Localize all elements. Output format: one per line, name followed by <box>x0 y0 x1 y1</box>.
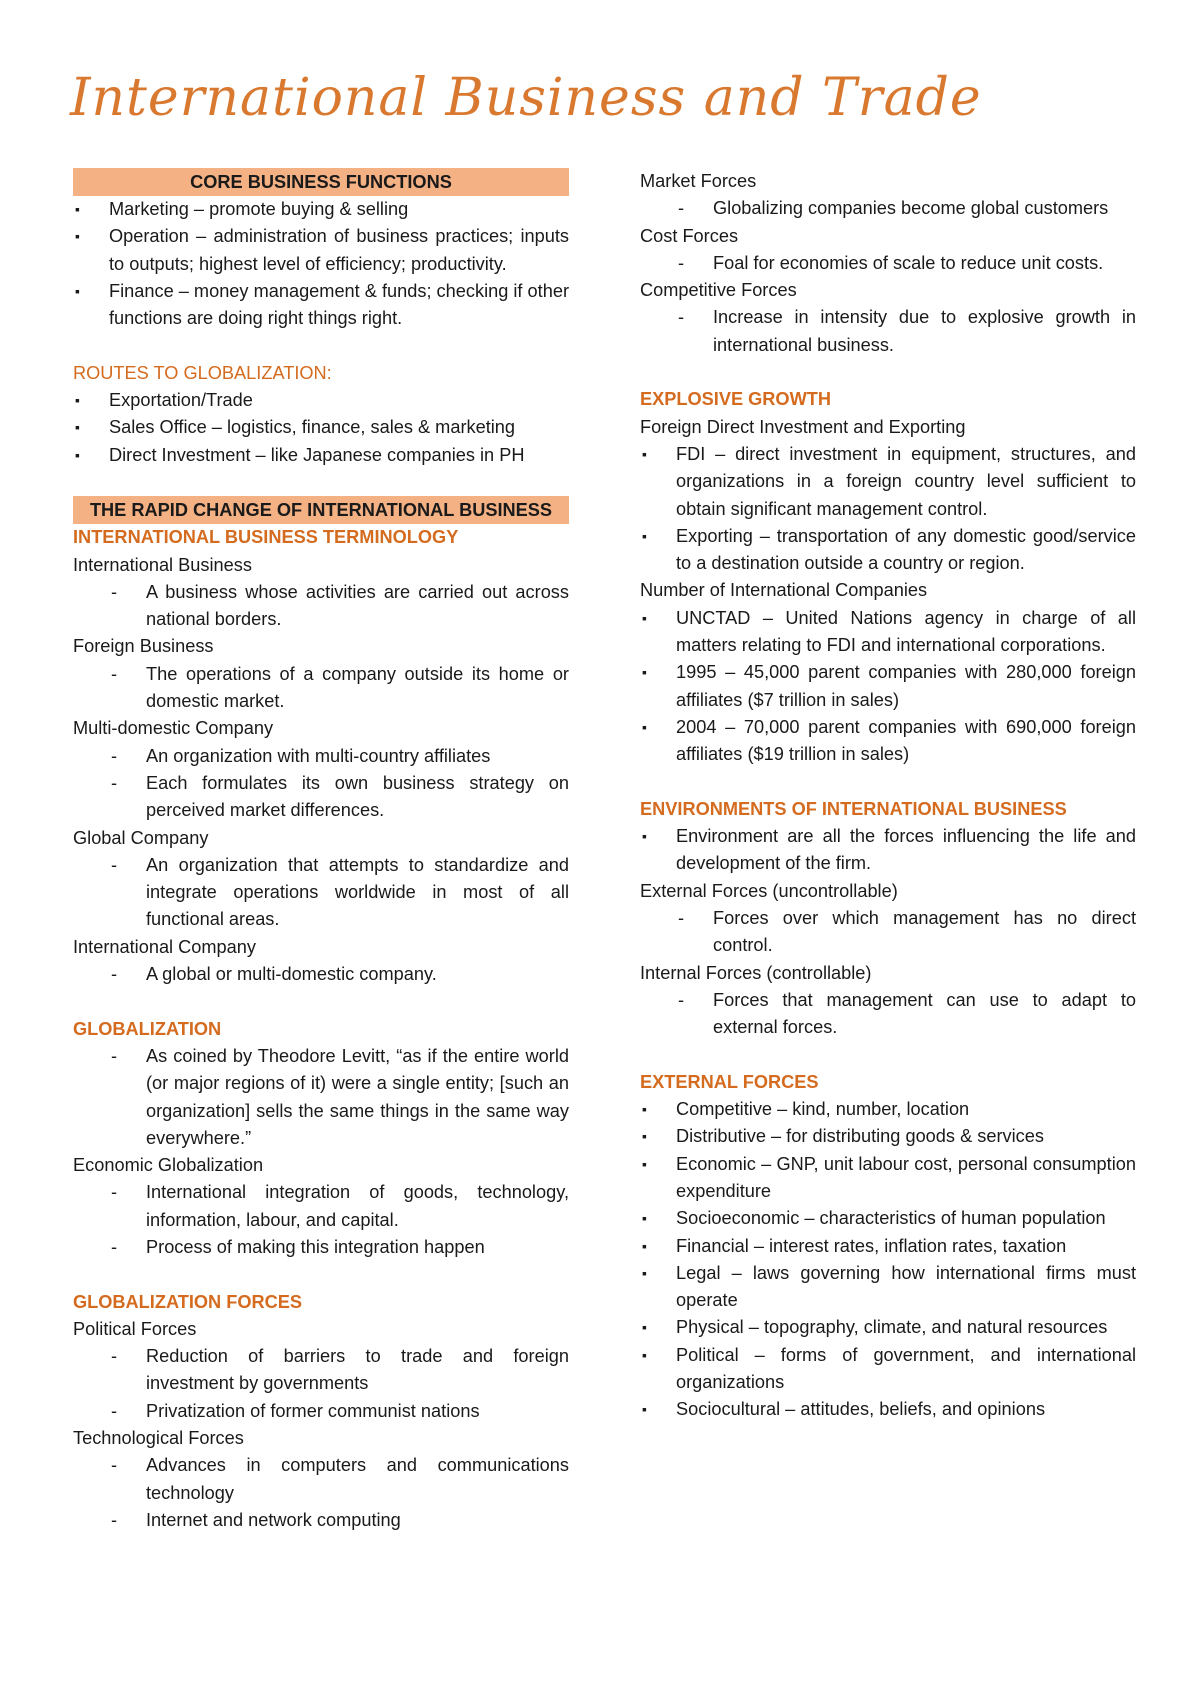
definition-item: - An organization with multi-country affiliates <box>73 743 569 770</box>
term-label: Technological Forces <box>73 1428 244 1449</box>
external-forces-heading: EXTERNAL FORCES <box>640 1071 819 1092</box>
term-label: International Business <box>73 554 252 575</box>
list-item: ▪ FDI – direct investment in equipment, structures, and organizations in a foreign country level sufficient to obtain significant management control. <box>640 441 1136 523</box>
definition-list <box>640 250 1136 277</box>
definition-list <box>73 579 569 634</box>
definition-list <box>73 852 569 934</box>
term-label: Global Company <box>73 827 209 848</box>
list-item: ▪ Direct Investment – like Japanese companies in PH <box>73 442 569 469</box>
list-item: ▪ Physical – topography, climate, and natural resources <box>640 1314 1136 1341</box>
definition-item: - Globalizing companies become global customers <box>640 195 1136 222</box>
list-item: ▪ Exportation/Trade <box>73 387 569 414</box>
definition-list <box>640 905 1136 960</box>
explosive-growth-heading: EXPLOSIVE GROWTH <box>640 389 831 410</box>
definition-list <box>73 1343 569 1425</box>
definition-list <box>73 1043 569 1152</box>
fdi-list <box>640 441 1136 577</box>
list-item: ▪ 1995 – 45,000 parent companies with 280,000 foreign affiliates ($7 trillion in sales) <box>640 659 1136 714</box>
list-item: ▪ Political – forms of government, and international organizations <box>640 1342 1136 1397</box>
definition-item: - Each formulates its own business strategy on perceived market differences. <box>73 770 569 825</box>
definition-list <box>73 743 569 825</box>
definition-item: - The operations of a company outside its home or domestic market. <box>73 661 569 716</box>
definition-item: - Process of making this integration happen <box>73 1234 569 1261</box>
term-label: Number of International Companies <box>640 580 928 601</box>
definition-item: - A business whose activities are carried out across national borders. <box>73 579 569 634</box>
list-item: ▪ Sales Office – logistics, finance, sales & marketing <box>73 414 569 441</box>
definition-list <box>640 304 1136 359</box>
definition-list <box>640 987 1136 1042</box>
list-item: ▪ Environment are all the forces influencing the life and development of the firm. <box>640 823 1136 878</box>
term-label: Multi-domestic Company <box>73 718 274 739</box>
list-item: ▪ Legal – laws governing how international firms must operate <box>640 1260 1136 1315</box>
list-item: ▪ Operation – administration of business practices; inputs to outputs; highest level of efficiency; productivity. <box>73 223 569 278</box>
definition-item: - Reduction of barriers to trade and foreign investment by governments <box>73 1343 569 1398</box>
list-item: ▪ 2004 – 70,000 parent companies with 690,000 foreign affiliates ($19 trillion in sales) <box>640 714 1136 769</box>
definition-item: - Forces that management can use to adapt to external forces. <box>640 987 1136 1042</box>
definition-list <box>640 195 1136 222</box>
term-label: Cost Forces <box>640 225 739 246</box>
core-functions-header: CORE BUSINESS FUNCTIONS <box>73 168 569 196</box>
list-item: ▪ Competitive – kind, number, location <box>640 1096 1136 1123</box>
term-label: Economic Globalization <box>73 1155 264 1176</box>
definition-item: - Internet and network computing <box>73 1507 569 1534</box>
list-item: ▪ UNCTAD – United Nations agency in charge of all matters relating to FDI and international corporations. <box>640 605 1136 660</box>
term-label: Competitive Forces <box>640 280 797 301</box>
rapid-change-header: THE RAPID CHANGE OF INTERNATIONAL BUSINESS <box>73 496 569 524</box>
definition-list <box>73 661 569 716</box>
term-label: External Forces (uncontrollable) <box>640 880 898 901</box>
list-item: ▪ Economic – GNP, unit labour cost, personal consumption expenditure <box>640 1151 1136 1206</box>
term-label: Foreign Business <box>73 636 214 657</box>
page-title: International Business and Trade <box>70 68 982 128</box>
right-column <box>640 168 1136 1424</box>
definition-item: - Privatization of former communist nations <box>73 1398 569 1425</box>
list-item: ▪ Distributive – for distributing goods & services <box>640 1123 1136 1150</box>
definition-list <box>73 1452 569 1534</box>
companies-list <box>640 605 1136 769</box>
term-label: International Company <box>73 936 256 957</box>
globalization-forces-heading: GLOBALIZATION FORCES <box>73 1291 303 1312</box>
definition-item: - A global or multi-domestic company. <box>73 961 569 988</box>
routes-list <box>73 387 569 469</box>
list-item: ▪ Finance – money management & funds; checking if other functions are doing right things right. <box>73 278 569 333</box>
term-label: Internal Forces (controllable) <box>640 962 872 983</box>
terminology-heading: INTERNATIONAL BUSINESS TERMINOLOGY <box>73 527 459 548</box>
term-label: Political Forces <box>73 1318 197 1339</box>
globalization-heading: GLOBALIZATION <box>73 1018 222 1039</box>
core-functions-list <box>73 196 569 332</box>
term-label: Market Forces <box>640 171 757 191</box>
definition-item: - International integration of goods, technology, information, labour, and capital. <box>73 1179 569 1234</box>
definition-item: - Advances in computers and communications technology <box>73 1452 569 1507</box>
definition-item: - As coined by Theodore Levitt, “as if the entire world (or major regions of it) were a single entity; [such an organization] sells the same things in the same way everywhere.” <box>73 1043 569 1152</box>
list-item: ▪ Exporting – transportation of any domestic good/service to a destination outside a country or region. <box>640 523 1136 578</box>
routes-heading: ROUTES TO GLOBALIZATION: <box>73 362 332 383</box>
definition-item: - Increase in intensity due to explosive growth in international business. <box>640 304 1136 359</box>
definition-list <box>73 961 569 988</box>
environments-list <box>640 823 1136 878</box>
left-column <box>73 168 569 1534</box>
term-label: Foreign Direct Investment and Exporting <box>640 416 966 437</box>
definition-item: - Foal for economies of scale to reduce unit costs. <box>640 250 1136 277</box>
definition-list <box>73 1179 569 1261</box>
list-item: ▪ Sociocultural – attitudes, beliefs, and opinions <box>640 1396 1136 1423</box>
list-item: ▪ Marketing – promote buying & selling <box>73 196 569 223</box>
list-item: ▪ Socioeconomic – characteristics of human population <box>640 1205 1136 1232</box>
environments-heading: ENVIRONMENTS OF INTERNATIONAL BUSINESS <box>640 798 1067 819</box>
definition-item: - Forces over which management has no direct control. <box>640 905 1136 960</box>
external-forces-list <box>640 1096 1136 1424</box>
list-item: ▪ Financial – interest rates, inflation rates, taxation <box>640 1233 1136 1260</box>
definition-item: - An organization that attempts to standardize and integrate operations worldwide in most of all functional areas. <box>73 852 569 934</box>
